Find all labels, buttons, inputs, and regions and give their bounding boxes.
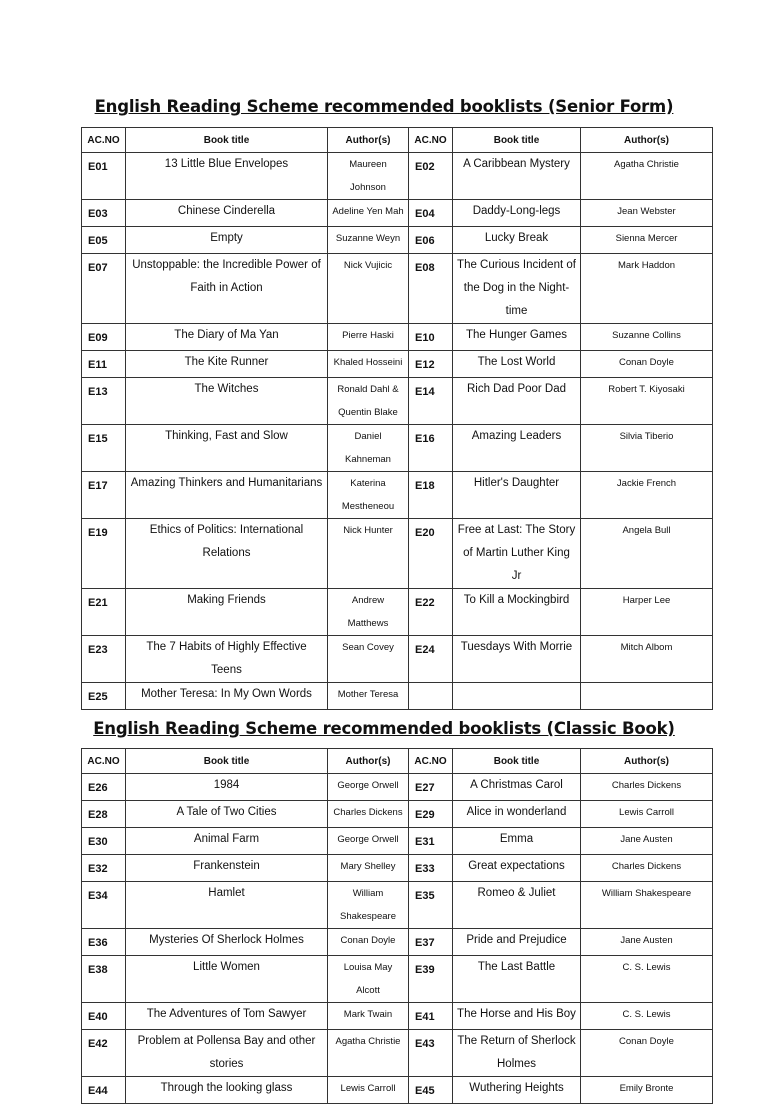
- book-title: Wuthering Heights: [453, 1077, 581, 1104]
- table-row: [82, 519, 713, 589]
- book-author: Suzanne Collins: [581, 324, 713, 351]
- book-author: Mark Haddon: [581, 254, 713, 324]
- book-author: Charles Dickens: [581, 774, 713, 801]
- book-author: Maureen Johnson: [328, 153, 409, 200]
- header-row: [82, 128, 713, 153]
- book-title: Frankenstein: [126, 855, 328, 882]
- book-title: Chinese Cinderella: [126, 200, 328, 227]
- book-title: The Witches: [126, 378, 328, 425]
- book-author: Mitch Albom: [581, 636, 713, 683]
- book-title: The 7 Habits of Highly Effective Teens: [126, 636, 328, 683]
- book-code: E22: [409, 589, 453, 636]
- book-code: E18: [409, 472, 453, 519]
- book-title: A Christmas Carol: [453, 774, 581, 801]
- book-title: Little Women: [126, 956, 328, 1003]
- book-title: Unstoppable: the Incredible Power of Faith in Action: [126, 254, 328, 324]
- book-author: Conan Doyle: [581, 1030, 713, 1077]
- book-code: E09: [82, 324, 126, 351]
- book-title: Amazing Thinkers and Humanitarians: [126, 472, 328, 519]
- book-author: Sienna Mercer: [581, 227, 713, 254]
- book-title: 13 Little Blue Envelopes: [126, 153, 328, 200]
- book-author: Silvia Tiberio: [581, 425, 713, 472]
- book-title: Great expectations: [453, 855, 581, 882]
- book-code: E21: [82, 589, 126, 636]
- book-author: Suzanne Weyn: [328, 227, 409, 254]
- book-code: E42: [82, 1030, 126, 1077]
- book-code: E05: [82, 227, 126, 254]
- book-code: E32: [82, 855, 126, 882]
- book-code: E13: [82, 378, 126, 425]
- table-row: [82, 472, 713, 519]
- book-author: Mother Teresa: [328, 683, 409, 710]
- book-code: E01: [82, 153, 126, 200]
- table-row: [82, 636, 713, 683]
- book-author: Jean Webster: [581, 200, 713, 227]
- table-row: [82, 227, 713, 254]
- table-row: [82, 589, 713, 636]
- book-author: William Shakespeare: [581, 882, 713, 929]
- column-header-title: Book title: [453, 128, 581, 153]
- book-author: Sean Covey: [328, 636, 409, 683]
- book-author: Louisa May Alcott: [328, 956, 409, 1003]
- book-title: A Caribbean Mystery: [453, 153, 581, 200]
- book-author: Mary Shelley: [328, 855, 409, 882]
- book-code: E43: [409, 1030, 453, 1077]
- book-code: E28: [82, 801, 126, 828]
- table-row: [82, 956, 713, 1003]
- book-title: Romeo & Juliet: [453, 882, 581, 929]
- book-code: E03: [82, 200, 126, 227]
- book-title: Animal Farm: [126, 828, 328, 855]
- book-code: E33: [409, 855, 453, 882]
- column-header-code: AC.NO: [409, 749, 453, 774]
- column-header-title: Book title: [453, 749, 581, 774]
- book-title: Hamlet: [126, 882, 328, 929]
- book-author: Angela Bull: [581, 519, 713, 589]
- table-row: [82, 425, 713, 472]
- book-code: E35: [409, 882, 453, 929]
- column-header-title: Book title: [126, 128, 328, 153]
- book-title: Hitler's Daughter: [453, 472, 581, 519]
- book-title: Amazing Leaders: [453, 425, 581, 472]
- book-code: E27: [409, 774, 453, 801]
- senior-form-heading: English Reading Scheme recommended booklists (Senior Form): [94, 97, 674, 116]
- table-row: [82, 254, 713, 324]
- book-code: E14: [409, 378, 453, 425]
- header-row: [82, 749, 713, 774]
- classic-book-booklist-table: [81, 748, 713, 1104]
- book-code: E40: [82, 1003, 126, 1030]
- book-code: E20: [409, 519, 453, 589]
- column-header-author: Author(s): [328, 128, 409, 153]
- book-author: Jane Austen: [581, 828, 713, 855]
- table-row: [82, 1077, 713, 1104]
- table-row: [82, 351, 713, 378]
- table-row: [82, 882, 713, 929]
- book-code: E07: [82, 254, 126, 324]
- classic-book-heading: English Reading Scheme recommended booklists (Classic Book): [93, 719, 675, 738]
- book-code: E23: [82, 636, 126, 683]
- table-row: [82, 1003, 713, 1030]
- table-row: [82, 929, 713, 956]
- book-title: Free at Last: The Story of Martin Luther King Jr: [453, 519, 581, 589]
- book-author: C. S. Lewis: [581, 1003, 713, 1030]
- senior-form-booklist-table: [81, 127, 713, 710]
- book-title: Ethics of Politics: International Relations: [126, 519, 328, 589]
- book-title: Problem at Pollensa Bay and other stories: [126, 1030, 328, 1077]
- book-code: E24: [409, 636, 453, 683]
- column-header-author: Author(s): [581, 128, 713, 153]
- book-title: The Adventures of Tom Sawyer: [126, 1003, 328, 1030]
- book-title: The Hunger Games: [453, 324, 581, 351]
- book-author: Charles Dickens: [328, 801, 409, 828]
- book-author: Katerina Mestheneou: [328, 472, 409, 519]
- book-code: E29: [409, 801, 453, 828]
- book-author: Agatha Christie: [581, 153, 713, 200]
- table-row: [82, 153, 713, 200]
- book-title: To Kill a Mockingbird: [453, 589, 581, 636]
- book-title: Through the looking glass: [126, 1077, 328, 1104]
- book-author: George Orwell: [328, 828, 409, 855]
- book-author: C. S. Lewis: [581, 956, 713, 1003]
- book-author: Harper Lee: [581, 589, 713, 636]
- book-code: E39: [409, 956, 453, 1003]
- book-code: E10: [409, 324, 453, 351]
- book-code: E36: [82, 929, 126, 956]
- book-title: Mother Teresa: In My Own Words: [126, 683, 328, 710]
- book-author: Nick Vujicic: [328, 254, 409, 324]
- book-title: 1984: [126, 774, 328, 801]
- book-author: Daniel Kahneman: [328, 425, 409, 472]
- book-author: Nick Hunter: [328, 519, 409, 589]
- book-code: E45: [409, 1077, 453, 1104]
- column-header-code: AC.NO: [82, 749, 126, 774]
- book-author: Jackie French: [581, 472, 713, 519]
- book-author: Conan Doyle: [328, 929, 409, 956]
- table-row: [82, 378, 713, 425]
- book-code: E25: [82, 683, 126, 710]
- book-title: The Lost World: [453, 351, 581, 378]
- book-title: The Last Battle: [453, 956, 581, 1003]
- table-row: [82, 324, 713, 351]
- book-title: Thinking, Fast and Slow: [126, 425, 328, 472]
- book-title: Emma: [453, 828, 581, 855]
- table-row: [82, 683, 713, 710]
- column-header-title: Book title: [126, 749, 328, 774]
- book-author: Lewis Carroll: [581, 801, 713, 828]
- book-author: George Orwell: [328, 774, 409, 801]
- book-title: A Tale of Two Cities: [126, 801, 328, 828]
- book-author: Robert T. Kiyosaki: [581, 378, 713, 425]
- book-title: Mysteries Of Sherlock Holmes: [126, 929, 328, 956]
- book-title: The Return of Sherlock Holmes: [453, 1030, 581, 1077]
- book-title: Alice in wonderland: [453, 801, 581, 828]
- book-author: [581, 683, 713, 710]
- table-row: [82, 828, 713, 855]
- column-header-code: AC.NO: [409, 128, 453, 153]
- book-author: Andrew Matthews: [328, 589, 409, 636]
- book-code: E30: [82, 828, 126, 855]
- table-row: [82, 855, 713, 882]
- column-header-author: Author(s): [581, 749, 713, 774]
- table-row: [82, 801, 713, 828]
- book-title: [453, 683, 581, 710]
- book-author: Lewis Carroll: [328, 1077, 409, 1104]
- book-code: E15: [82, 425, 126, 472]
- table-row: [82, 1030, 713, 1077]
- book-code: E41: [409, 1003, 453, 1030]
- book-author: Emily Bronte: [581, 1077, 713, 1104]
- book-code: E04: [409, 200, 453, 227]
- book-title: Pride and Prejudice: [453, 929, 581, 956]
- book-author: Jane Austen: [581, 929, 713, 956]
- book-title: Daddy-Long-legs: [453, 200, 581, 227]
- book-code: E34: [82, 882, 126, 929]
- book-code: E08: [409, 254, 453, 324]
- book-title: Lucky Break: [453, 227, 581, 254]
- book-code: E11: [82, 351, 126, 378]
- book-title: The Curious Incident of the Dog in the Night-time: [453, 254, 581, 324]
- book-code: E06: [409, 227, 453, 254]
- book-title: Empty: [126, 227, 328, 254]
- book-code: E02: [409, 153, 453, 200]
- book-code: E44: [82, 1077, 126, 1104]
- book-title: Rich Dad Poor Dad: [453, 378, 581, 425]
- book-author: Charles Dickens: [581, 855, 713, 882]
- column-header-author: Author(s): [328, 749, 409, 774]
- book-code: E31: [409, 828, 453, 855]
- book-title: The Diary of Ma Yan: [126, 324, 328, 351]
- book-code: E38: [82, 956, 126, 1003]
- book-author: Khaled Hosseini: [328, 351, 409, 378]
- book-title: The Kite Runner: [126, 351, 328, 378]
- book-code: E16: [409, 425, 453, 472]
- book-author: Pierre Haski: [328, 324, 409, 351]
- table-row: [82, 200, 713, 227]
- book-title: Tuesdays With Morrie: [453, 636, 581, 683]
- book-title: Making Friends: [126, 589, 328, 636]
- book-code: [409, 683, 453, 710]
- book-code: E12: [409, 351, 453, 378]
- book-code: E37: [409, 929, 453, 956]
- book-author: Ronald Dahl & Quentin Blake: [328, 378, 409, 425]
- book-title: The Horse and His Boy: [453, 1003, 581, 1030]
- book-code: E17: [82, 472, 126, 519]
- book-author: Conan Doyle: [581, 351, 713, 378]
- table-row: [82, 774, 713, 801]
- book-author: William Shakespeare: [328, 882, 409, 929]
- book-code: E19: [82, 519, 126, 589]
- book-author: Mark Twain: [328, 1003, 409, 1030]
- book-author: Adeline Yen Mah: [328, 200, 409, 227]
- book-author: Agatha Christie: [328, 1030, 409, 1077]
- column-header-code: AC.NO: [82, 128, 126, 153]
- book-code: E26: [82, 774, 126, 801]
